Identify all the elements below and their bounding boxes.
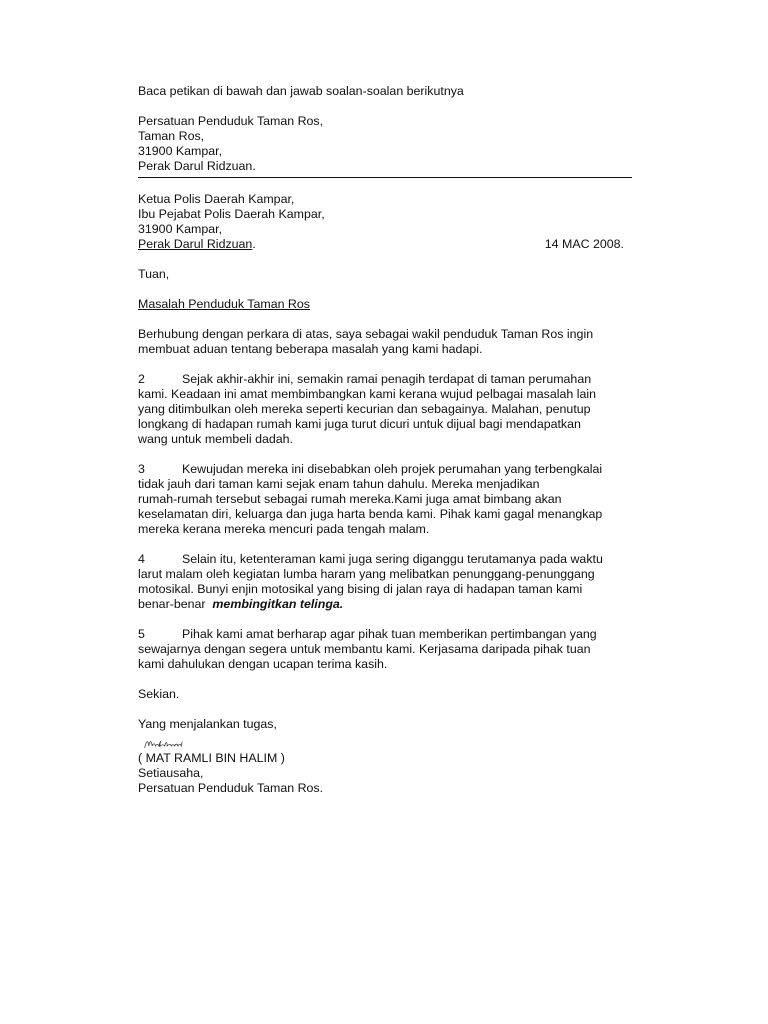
handwritten-signature (138, 736, 198, 751)
paragraph-5-number: 5 (138, 627, 145, 641)
paragraph-5-line-3: kami dahulukan dengan ucapan terima kasih. (138, 657, 388, 671)
paragraph-1-line-1: Berhubung dengan perkara di atas, saya sebagai wakil penduduk Taman Ros ingin (138, 327, 594, 341)
recipient-line-3: 31900 Kampar, (138, 222, 223, 236)
paragraph-3-number: 3 (138, 462, 145, 476)
recipient-line-4: Perak Darul Ridzuan (138, 237, 253, 251)
paragraph-2-line-2: kami. Keadaan ini amat membimbangkan kami kerana wujud pelbagai masalah lain (138, 387, 597, 401)
paragraph-4-line-3: motosikal. Bunyi enjin motosikal yang bising di jalan raya di hadapan taman kami (138, 582, 583, 596)
closing-phrase: Yang menjalankan tugas, (138, 717, 277, 731)
sender-line-1: Persatuan Penduduk Taman Ros, (138, 114, 324, 128)
signatory-title: Setiausaha, (138, 766, 204, 780)
recipient-line-2: Ibu Pejabat Polis Daerah Kampar, (138, 207, 325, 221)
letter-date: 14 MAC 2008. (544, 237, 624, 251)
paragraph-1-line-2: membuat aduan tentang beberapa masalah yang kami hadapi. (138, 342, 483, 356)
paragraph-3-line-1: Kewujudan mereka ini disebabkan oleh projek perumahan yang terbengkalai (182, 462, 603, 476)
paragraph-2-number: 2 (138, 372, 145, 386)
paragraph-1 (138, 327, 632, 357)
instruction-text: Baca petikan di bawah dan jawab soalan-soalan berikutnya (138, 84, 464, 98)
sender-line-2: Taman Ros, (138, 129, 205, 143)
closing: Sekian. (138, 687, 180, 701)
paragraph-3-line-2: tidak jauh dari taman kami sejak enam tahun dahulu. Mereka menjadikan (138, 477, 540, 491)
paragraph-4-number: 4 (138, 552, 145, 566)
paragraph-2-line-5: wang untuk membeli dadah. (138, 432, 293, 446)
paragraph-3 (138, 462, 632, 537)
subject-heading: Masalah Penduduk Taman Ros (138, 297, 310, 311)
paragraph-3-line-4: keselamatan diri, keluarga dan juga harta benda kami. Pihak kami gagal menangkap (138, 507, 603, 521)
letter-body (138, 84, 632, 796)
paragraph-4-line-4: benar-benar (138, 597, 206, 611)
sender-address (138, 114, 632, 174)
paragraph-5 (138, 627, 632, 672)
paragraph-2-line-1: Sejak akhir-akhir ini, semakin ramai penagih terdapat di taman perumahan (182, 372, 592, 386)
sender-line-3: 31900 Kampar, (138, 144, 223, 158)
paragraph-3-line-5: mereka kerana mereka mencuri pada tengah malam. (138, 522, 430, 536)
sender-line-4: Perak Darul Ridzuan. (138, 159, 256, 173)
paragraph-4-line-2: larut malam oleh kegiatan lumba haram yang melibatkan penunggang-penunggang (138, 567, 595, 581)
paragraph-2 (138, 372, 632, 447)
paragraph-4-line-1: Selain itu, ketenteraman kami juga sering diganggu terutamanya pada waktu (182, 552, 603, 566)
paragraph-5-line-2: sewajarnya dengan segera untuk membantu kami. Kerjasama daripada pihak tuan (138, 642, 591, 656)
paragraph-5-line-1: Pihak kami amat berharap agar pihak tuan memberikan pertimbangan yang (182, 627, 597, 641)
recipient-address (138, 192, 632, 252)
signatory-block (138, 751, 632, 796)
paragraph-4 (138, 552, 632, 612)
signatory-name: ( MAT RAMLI BIN HALIM ) (138, 751, 285, 765)
emphasized-phrase: membingitkan telinga. (212, 597, 344, 611)
paragraph-2-line-3: yang ditimbulkan oleh mereka seperti kecurian dan sebagainya. Malahan, penutup (138, 402, 591, 416)
signatory-organisation: Persatuan Penduduk Taman Ros. (138, 781, 324, 795)
salutation: Tuan, (138, 267, 170, 281)
recipient-line-1: Ketua Polis Daerah Kampar, (138, 192, 295, 206)
recipient-line-4-end: . (252, 237, 256, 251)
recipient-date-row (138, 237, 624, 252)
paragraph-2-line-4: longkang di hadapan rumah kami juga turut dicuri untuk dijual bagi mendapatkan (138, 417, 581, 431)
paragraph-3-line-3: rumah-rumah tersebut sebagai rumah mereka.Kami juga amat bimbang akan (138, 492, 562, 506)
